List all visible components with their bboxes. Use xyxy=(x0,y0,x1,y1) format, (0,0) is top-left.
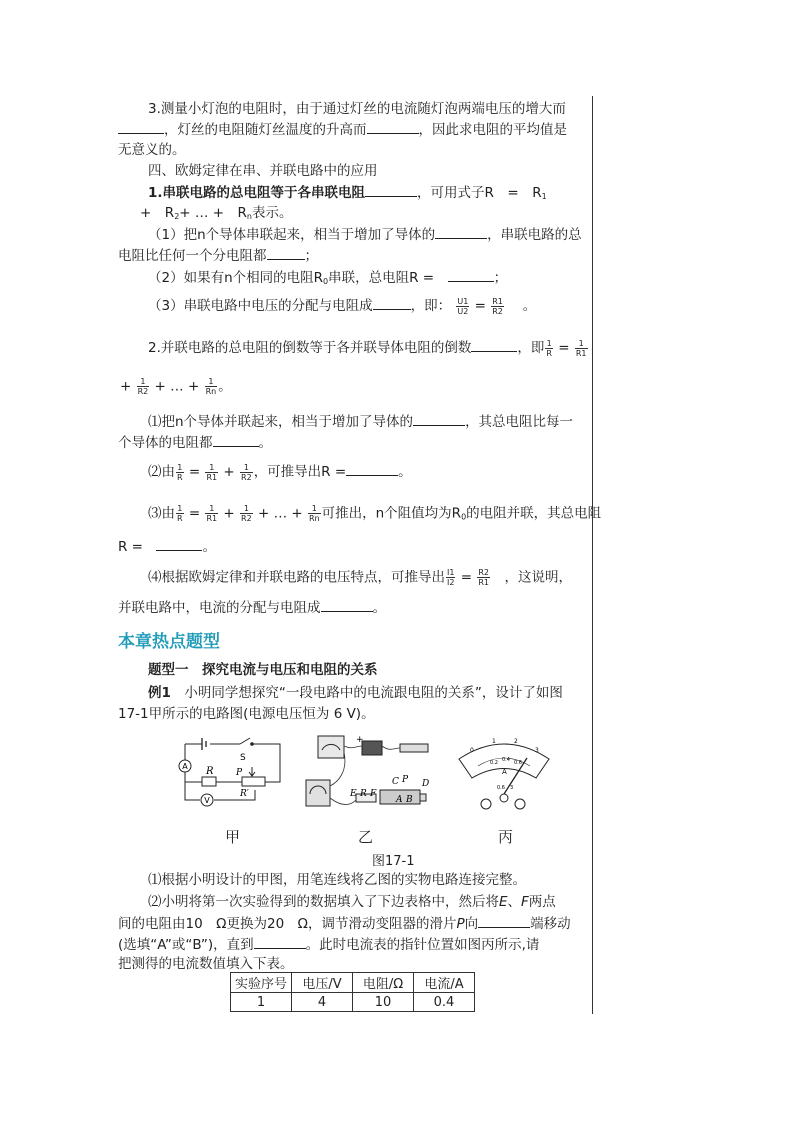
blank xyxy=(365,183,417,197)
table-cell: 1 xyxy=(231,993,292,1012)
blank xyxy=(118,120,164,134)
figure-label-bing: 丙 xyxy=(498,828,514,846)
text-line: R = 。 xyxy=(118,539,216,555)
terminal-a-label: A xyxy=(396,795,403,805)
blank xyxy=(435,225,487,239)
text-line: 个导体的电阻都 。 xyxy=(118,435,272,451)
text-line: 3.测量小灯泡的电阻时，由于通过灯丝的电流随灯泡两端电压的增大而 xyxy=(148,101,566,117)
fraction-1-r2: $\frac{1}{R2}$ xyxy=(241,462,252,482)
table-header-cell: 电压/V xyxy=(292,973,353,993)
terminal-e-label: E xyxy=(350,789,357,799)
text-line: （3）串联电路中电压的分配与电阻成 ，即： $\frac{U1}{U2}$ = $\frac{R1}{R2}$ 。 xyxy=(148,296,537,316)
figure-label-yi: 乙 xyxy=(358,828,374,846)
fraction-r1-r2: $\frac{R1}{R2}$ xyxy=(492,296,503,316)
blank xyxy=(267,246,305,260)
tick-label: 2 xyxy=(514,738,518,745)
slider-label: P xyxy=(236,768,243,778)
ammeter-dial xyxy=(454,734,554,816)
ammeter-label: A xyxy=(182,762,188,771)
plus-sign: + xyxy=(356,735,364,745)
text-line: ⑶由 $\frac{1}{R}$ = $\frac{1}{R1}$ + $\frac{1}{R2}$ + … + $\frac{1}{Rn}$ 可推出，n个阻值均为$R_0$的电阻并联，其总电阻 xyxy=(148,504,602,523)
section-heading: 四、欧姆定律在串、并联电路中的应用 xyxy=(148,163,378,179)
terminal-label: 0.6 xyxy=(497,785,505,791)
terminal-p-label: P xyxy=(402,775,409,785)
tick-label: 0.2 xyxy=(490,760,498,766)
fraction-1-rn: $\frac{1}{Rn}$ xyxy=(308,504,320,523)
text-line: 电阻比任何一个分电阻都 ； xyxy=(118,248,318,264)
voltmeter-label: V xyxy=(204,796,210,805)
terminal-f-label: F xyxy=(370,789,377,799)
fraction-1-r1: $\frac{1}{R1}$ xyxy=(206,504,218,523)
blank xyxy=(448,268,494,282)
text-line: 并联电路中，电流的分配与电阻成 。 xyxy=(118,600,386,616)
fraction-1-r: $\frac{1}{R}$ xyxy=(546,338,552,358)
tick-label: 0.6 xyxy=(514,760,522,766)
text-line: 无意义的。 xyxy=(118,142,186,158)
circuit-diagram xyxy=(172,734,292,816)
terminal-b-label: B xyxy=(406,795,413,805)
blank xyxy=(471,338,517,352)
fraction-1-r2: $\frac{1}{R2}$ xyxy=(241,504,252,523)
table-row xyxy=(231,993,475,1012)
fraction-1-r1: $\frac{1}{R1}$ xyxy=(575,338,587,358)
apparatus-diagram xyxy=(298,732,438,816)
question-line: ⑵小明将第一次实验得到的数据填入了下边表格中，然后将E、F两点 xyxy=(148,894,556,910)
table-header-cell: 电阻/Ω xyxy=(353,973,414,993)
figure-label-jia: 甲 xyxy=(225,828,241,846)
tick-label: 0.4 xyxy=(502,757,510,763)
fraction-1-rn: $\frac{1}{Rn}$ xyxy=(205,377,217,396)
terminal-label: 3 xyxy=(510,785,514,791)
fraction-1-r1: $\frac{1}{R1}$ xyxy=(206,462,218,482)
blank xyxy=(321,598,373,612)
fraction-1-r: $\frac{1}{R}$ xyxy=(177,504,183,523)
table-cell: 10 xyxy=(353,993,414,1012)
example-line: 例1 小明同学想探究“一段电路中的电流跟电阻的关系”，设计了如图 xyxy=(148,685,563,701)
table-header-row xyxy=(231,973,475,993)
blank xyxy=(156,537,202,551)
topic-title: 题型一 探究电流与电压和电阻的关系 xyxy=(148,662,378,678)
terminal-d-label: D xyxy=(422,779,430,789)
fraction-r2-r1: $\frac{R2}{R1}$ xyxy=(478,568,490,587)
terminal-c-label: C xyxy=(392,777,399,787)
table-cell: 0.4 xyxy=(414,993,475,1012)
fraction-1-r: $\frac{1}{R}$ xyxy=(177,462,183,482)
resistor-label: R xyxy=(206,766,214,777)
rheostat-label: R′ xyxy=(240,789,249,799)
tick-label: 0 xyxy=(470,747,474,754)
tick-label: 1 xyxy=(492,738,496,745)
switch-label: S xyxy=(240,753,246,763)
data-table xyxy=(230,972,475,1012)
text-line: （2）如果有n个相同的电阻$R_0$串联，总电阻R = ； xyxy=(148,270,508,286)
blank xyxy=(213,433,259,447)
table-header-cell: 实验序号 xyxy=(231,973,292,993)
table-cell: 4 xyxy=(292,993,353,1012)
fraction-i1-i2: $\frac{I1}{I2}$ xyxy=(447,568,455,587)
fraction-u1-u2: $\frac{U1}{U2}$ xyxy=(457,296,469,316)
fraction-1-r2: $\frac{1}{R2}$ xyxy=(137,377,149,396)
question-line: ⑴根据小明设计的甲图，用笔连线将乙图的实物电路连接完整。 xyxy=(148,872,526,888)
text-line: + $\frac{1}{R2}$ + … + $\frac{1}{Rn}$ 。 xyxy=(120,377,232,396)
text-line: ⑴把n个导体并联起来，相当于增加了导体的 ，其总电阻比每一 xyxy=(148,414,574,430)
question-line: 把测得的电流数值填入下表。 xyxy=(118,956,294,972)
text-line: ，灯丝的电阻随灯丝温度的升高而 ，因此求电阻的平均值是 xyxy=(118,120,588,139)
text-line: 1.串联电路的总电阻等于各串联电阻 ，可用式子R = $R_1$ xyxy=(148,185,547,201)
text-line: 2.并联电路的总电阻的倒数等于各并联导体电阻的倒数 ，即 $\frac{1}{R}$ = $\frac{1}{R1}$ xyxy=(148,338,587,358)
text-line: + $R_2+$ … + $R_n$表示。 xyxy=(140,205,293,221)
figure-caption: 图17-1 xyxy=(372,854,415,869)
question-line: 间的电阻由10 Ω更换为20 Ω，调节滑动变阻器的滑片P向 端移动 xyxy=(118,916,571,932)
blank xyxy=(413,412,465,426)
blank xyxy=(478,914,530,928)
chapter-heading: 本章热点题型 xyxy=(118,632,220,652)
blank xyxy=(346,462,398,476)
text-line: ⑵由 $\frac{1}{R}$ = $\frac{1}{R1}$ + $\frac{1}{R2}$ ，可推导出R = 。 xyxy=(148,462,412,482)
example-line: 17-1甲所示的电路图(电源电压恒为 6 V)。 xyxy=(118,706,375,722)
blank xyxy=(373,296,411,310)
resistor-r-label: R xyxy=(360,789,367,799)
tick-label: 3 xyxy=(535,747,539,754)
blank xyxy=(367,120,419,134)
text-line: ⑷根据欧姆定律和并联电路的电压特点，可推导出 $\frac{I1}{I2}$ = $\frac{R2}{R1}$ ，这说明， xyxy=(148,568,573,587)
text-line: （1）把n个导体串联起来，相当于增加了导体的 ，串联电路的总 xyxy=(148,227,582,243)
blank xyxy=(254,935,306,949)
table-header-cell: 电流/A xyxy=(414,973,475,993)
question-line: (选填“A”或“B”)，直到 。此时电流表的指针位置如图丙所示,请 xyxy=(118,937,540,953)
unit-label: A xyxy=(502,768,507,776)
